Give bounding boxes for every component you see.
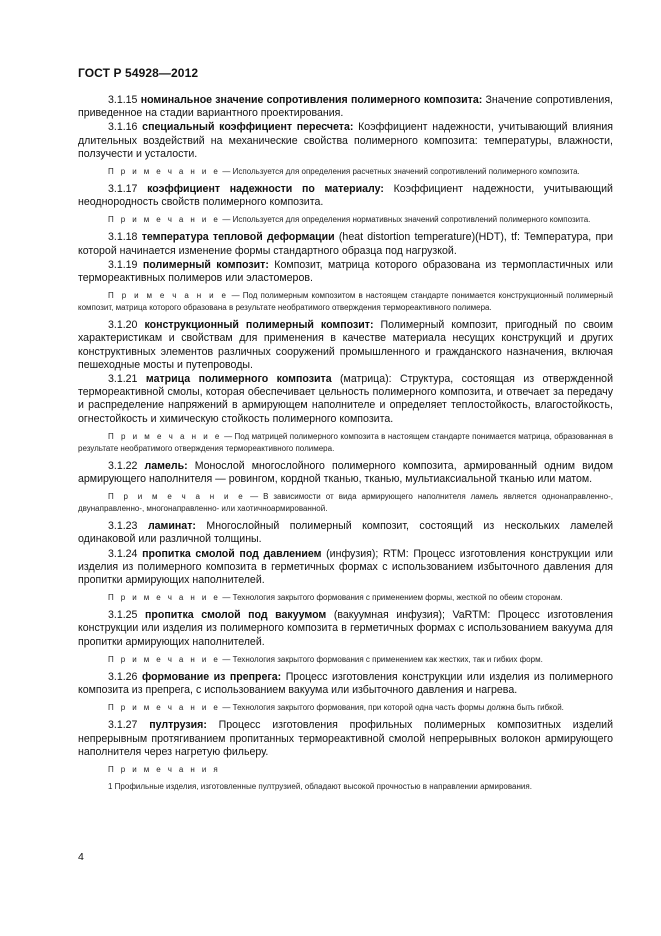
entry-text: (матрица): Структура, состоящая из отвержденной термореактивной смолы, которая обеспечивает цельность полимерного композита, и отвечает за передачу и распределение напряжений в армирующем наполнителе и определяет теплостойкость, влагостойкость, огнестойкость и химическую стойкость полимерного композита. xyxy=(78,373,613,425)
note xyxy=(78,491,613,515)
note-text: — Под матрицей полимерного композита в настоящем стандарте понимается матрица, образованная в результате необратимого отверждения термореактивного полимера. xyxy=(78,431,613,453)
entry-term: пропитка смолой под давлением xyxy=(142,547,322,560)
entry-text: Процесс изготовления профильных полимерных композитных изделий непрерывным протягиванием пропитанных термореактивной смолой непрерывных волокон армирующего наполнителя через нагретую фильеру. xyxy=(78,719,613,758)
entry-number: 3.1.15 xyxy=(108,94,138,106)
note-text: — Используется для определения расчетных значений сопротивлений полимерного композита. xyxy=(222,167,580,177)
definition-entry xyxy=(78,373,613,426)
entry-number: 3.1.27 xyxy=(108,719,138,732)
note-label: П р и м е ч а н и е xyxy=(108,492,246,502)
entry-number: 3.1.16 xyxy=(108,121,138,134)
definition-entry xyxy=(78,259,613,285)
definition-entry xyxy=(78,520,613,546)
entry-text: Монослой многослойного полимерного композита, армированный одним видом армирующего наполнителя — ровингом, кордной тканью, тканью, мультиаксиальной тканью или матом. xyxy=(78,459,613,486)
entry-term: ламинат: xyxy=(147,520,196,533)
definition-entry xyxy=(78,460,613,486)
note-text: — В зависимости от вида армирующего наполнителя ламель является однонаправленно-, двунаправленно-, многонаправленно- или хаотичноармированной. xyxy=(78,492,613,514)
entry-term: конструкционный полимерный композит: xyxy=(144,319,374,332)
note xyxy=(78,431,613,455)
note-label: П р и м е ч а н и е xyxy=(108,291,229,301)
note-label: П р и м е ч а н и е xyxy=(108,654,221,664)
entry-number: 3.1.20 xyxy=(108,319,138,332)
entry-term: пултрузия: xyxy=(149,719,207,732)
entry-number: 3.1.18 xyxy=(108,231,138,244)
note-text: — Технология закрытого формования с применением как жестких, так и гибких форм. xyxy=(222,654,543,664)
note-label: П р и м е ч а н и е xyxy=(108,167,221,177)
note xyxy=(78,166,613,178)
entry-number: 3.1.25 xyxy=(108,609,138,622)
entry-number: 3.1.24 xyxy=(108,547,138,560)
entry-number: 3.1.19 xyxy=(108,258,138,271)
entry-text: Процесс изготовления конструкции или изделия из полимерного композита из препрега, с использованием вакуума или избыточного давления и нагрева. xyxy=(78,670,613,697)
note-label: П р и м е ч а н и е xyxy=(108,593,221,603)
entry-term: коэффициент надежности по материалу: xyxy=(147,183,384,196)
definition-entry xyxy=(78,183,613,209)
page-number: 4 xyxy=(78,851,84,863)
document-header: ГОСТ Р 54928—2012 xyxy=(78,66,199,80)
entry-text: Коэффициент надежности, учитывающий влияния длительных воздействий на механические свойства полимерного композита: температуры, влажности, ползучести и усталости. xyxy=(78,121,613,160)
definition-entry xyxy=(78,548,613,588)
entry-text: Композит, матрица которого образована из термопластичных или термореактивных полимеров или эластомеров. xyxy=(78,258,613,285)
entry-text: Многослойный полимерный композит, состоящий из нескольких ламелей одинаковой или различной толщины. xyxy=(78,520,613,546)
note xyxy=(78,764,613,776)
note xyxy=(78,781,613,793)
entry-term: температура тепловой деформации xyxy=(141,231,335,244)
note xyxy=(78,702,613,714)
entry-number: 3.1.22 xyxy=(108,459,138,472)
note xyxy=(78,592,613,604)
entry-text: (инфузия); RTM: Процесс изготовления конструкции или изделия из полимерного композита в герметичных формах с использованием избыточного давления для пропитки армирующих наполнителей. xyxy=(78,547,614,587)
entry-text: Коэффициент надежности, учитывающий неоднородность свойств полимерного композита. xyxy=(78,183,613,209)
entry-term: полимерный композит: xyxy=(142,258,269,271)
note-text: — Технология закрытого формования, при которой одна часть формы должна быть гибкой. xyxy=(222,703,564,713)
note xyxy=(78,290,613,314)
definition-entry xyxy=(78,94,613,120)
definition-entry xyxy=(78,121,613,161)
note-text: — Под полимерным композитом в настоящем стандарте понимается конструкционный полимерный композит, матрица которого образована в результате необратимого отверждения термореактивного полимера. xyxy=(78,291,613,313)
entry-text: (heat distortion temperature)(HDT), tf: Температура, при которой начинается изменение формы стандартного образца под нагрузкой. xyxy=(78,231,613,257)
note xyxy=(78,654,613,666)
note-text: — Используется для определения нормативных значений сопротивлений полимерного композита. xyxy=(222,215,591,225)
note-label: П р и м е ч а н и е xyxy=(108,215,221,225)
entry-term: специальный коэффициент пересчета: xyxy=(142,121,354,134)
definition-entry xyxy=(78,231,613,257)
definition-entry xyxy=(78,319,613,372)
entry-text: (вакуумная инфузия); VaRTM: Процесс изготовления конструкции или изделия из полимерного композита в герметичных формах с использованием вакуума для пропитки армирующих наполнителей. xyxy=(78,609,613,648)
note-text: — Технология закрытого формования с применением формы, жесткой по обеим сторонам. xyxy=(222,593,563,603)
entry-number: 3.1.26 xyxy=(108,670,138,683)
entry-text: Значение сопротивления, приведенное на стадии вариантного проектирования. xyxy=(78,94,613,120)
definition-entry xyxy=(78,671,613,697)
note-label: П р и м е ч а н и я xyxy=(108,764,221,774)
entry-term: формование из препрега: xyxy=(141,670,282,683)
note-text: 1 Профильные изделия, изготовленные пултрузией, обладают высокой прочностью в направлении армирования. xyxy=(108,781,532,791)
entry-text: Полимерный композит, пригодный по своим характеристикам и свойствам для применения в качестве материала несущих конструкций и других конструктивных элементов различных сооружений промышленного и гражданского назначения, включая пешеходные мосты и путепроводы. xyxy=(78,319,613,371)
definition-entry xyxy=(78,609,613,649)
definition-entry xyxy=(78,719,613,759)
entry-number: 3.1.17 xyxy=(108,183,138,196)
entry-number: 3.1.21 xyxy=(108,373,138,386)
entry-term: ламель: xyxy=(144,459,188,472)
entry-number: 3.1.23 xyxy=(108,520,138,533)
note-label: П р и м е ч а н и е xyxy=(108,703,221,713)
entry-term: номинальное значение сопротивления полимерного композита: xyxy=(140,94,483,106)
note-label: П р и м е ч а н и е xyxy=(108,431,222,441)
note xyxy=(78,214,613,226)
entry-term: матрица полимерного композита xyxy=(145,373,332,386)
entry-term: пропитка смолой под вакуумом xyxy=(145,609,327,622)
document-body xyxy=(78,94,613,798)
